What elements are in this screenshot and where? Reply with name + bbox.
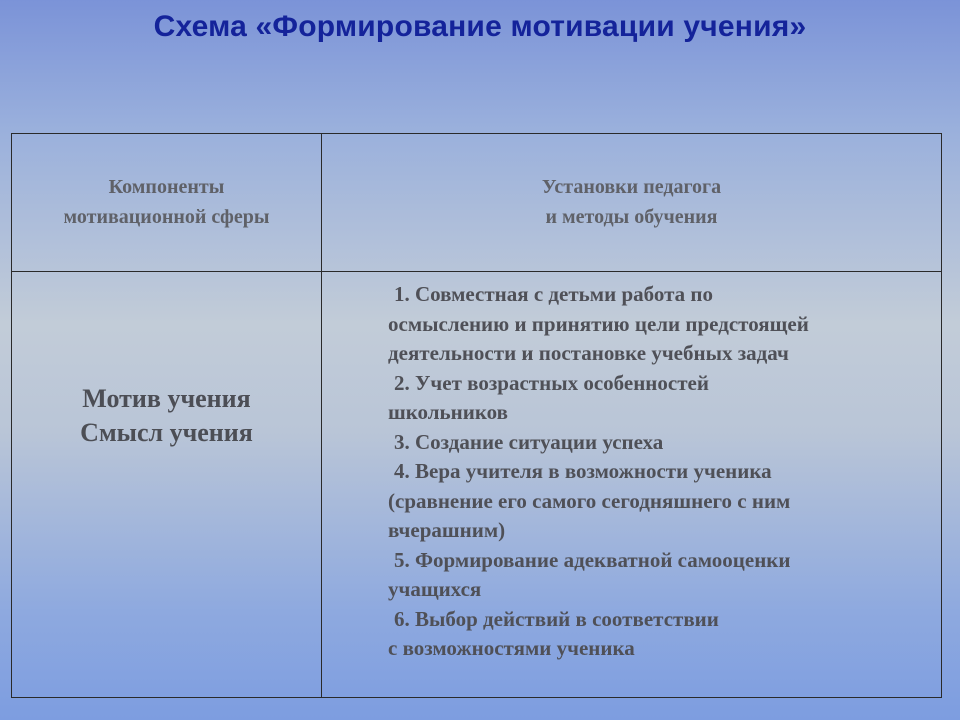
body-cell-methods — [322, 272, 941, 697]
motivation-scheme-table — [11, 133, 942, 698]
method-item-continuation-line: вчерашним) — [388, 518, 506, 542]
method-item-first-line: 3. Создание ситуации успеха — [394, 429, 664, 454]
body-cell-motive — [12, 272, 322, 697]
header-left-line-2: мотивационной сферы — [63, 206, 270, 228]
header-cell-components — [12, 134, 322, 272]
method-item-first-line: 4. Вера учителя в возможности ученика — [394, 459, 772, 483]
method-item-continuation-line: деятельности и постановке учебных задач — [388, 341, 789, 365]
method-item-continuation-line: с возможностями ученика — [388, 636, 635, 660]
method-item — [388, 457, 933, 546]
method-item-first-line: 5. Формирование адекватной самооценки — [394, 547, 791, 572]
method-item — [388, 428, 933, 458]
slide-title: Схема «Формирование мотивации учения» — [153, 10, 807, 43]
method-item-continuation-line: осмыслению и принятию цели предстоящей — [388, 311, 809, 336]
method-item — [388, 546, 933, 605]
method-item-continuation-line: учащихся — [388, 577, 482, 601]
method-item-first-line: 6. Выбор действий в соответствии — [394, 606, 719, 631]
methods-list — [388, 280, 933, 664]
method-item — [388, 605, 933, 664]
method-item — [388, 369, 933, 428]
motive-text — [12, 382, 321, 450]
header-text-components — [12, 172, 321, 232]
method-item-continuation-line: (сравнение его самого сегодняшнего с ним — [388, 488, 791, 513]
method-item-first-line: 2. Учет возрастных особенностей — [394, 370, 709, 395]
header-cell-methods — [322, 134, 941, 272]
header-text-methods — [322, 172, 941, 232]
method-item — [388, 280, 933, 369]
method-item-first-line: 1. Совместная с детьми работа по — [394, 282, 713, 306]
header-left-line-1: Компоненты — [108, 176, 225, 198]
motive-line-2: Смысл учения — [80, 418, 253, 447]
motive-line-1: Мотив учения — [82, 384, 251, 413]
header-right-line-1: Установки педагога — [541, 176, 722, 198]
header-right-line-2: и методы обучения — [545, 206, 718, 228]
method-item-continuation-line: школьников — [388, 400, 509, 424]
